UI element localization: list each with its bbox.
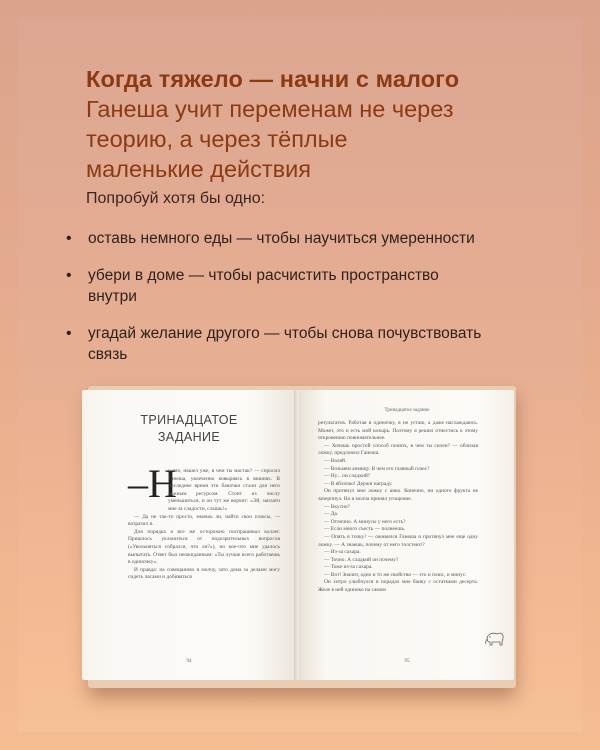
book-page-left bbox=[82, 390, 296, 680]
paragraph: результатов. Работая в одиночку, я не устаю, а даже наслаждаюсь. Может, это и есть мой козырь. Поэтому я решил отнестись к этому откровению повнимательнее. bbox=[318, 420, 478, 442]
chapter-title bbox=[82, 412, 296, 446]
paragraph: — Вкусно? bbox=[324, 503, 350, 510]
paragraph: И правда: на совещаниях я молчу, зато дома за делами могу сидеть часами и добиваться bbox=[128, 566, 280, 581]
elephant-icon bbox=[484, 630, 506, 646]
running-head: Тринадцатое задание bbox=[384, 408, 430, 413]
bullet-item bbox=[66, 323, 536, 365]
paragraph: — Возьмем анмицу. В чем его главный плюс? bbox=[324, 465, 430, 472]
bullet-item bbox=[66, 228, 536, 249]
paragraph: — Из-за сахара. bbox=[324, 549, 361, 556]
bullet-item bbox=[66, 265, 536, 307]
paragraph: Для порядка я все же осторожно поспрашивал коллег. Пришлось уклониться от подозрительных вопросов («Увольняться собрался, что ли?»), но кое-что мне удалось выпытать. Ответ был неожиданным: «Ты лучше всего работаешь в одиночку». bbox=[128, 528, 280, 566]
intro-text: Попробуй хотя бы одно: bbox=[86, 190, 266, 207]
bullet-text-line2: внутри bbox=[88, 288, 137, 305]
page-number-right: 95 bbox=[404, 659, 410, 664]
paragraph: — Опять в точку! — оживился Ганеша и протянул мне еще одну ложку. — А знаешь, почему от него толстеют? bbox=[318, 533, 478, 548]
bullet-text-line1: угадай желание другого — чтобы снова почувствовать bbox=[88, 325, 482, 342]
headline bbox=[86, 64, 546, 184]
headline-sub-line-3: маленькие действия bbox=[86, 156, 311, 182]
left-page-text bbox=[128, 468, 280, 582]
headline-sub-line-1: Ганеша учит переменам не через bbox=[86, 96, 454, 122]
paragraph: — Если много съесть — полнеешь. bbox=[324, 526, 406, 533]
right-page-text bbox=[318, 420, 478, 595]
chapter-title-line-1: ТРИНАДЦАТОЕ bbox=[140, 413, 238, 427]
paragraph: — Да не так-то просто, знаешь ли, найти свои плюсы, — возразил я. bbox=[128, 513, 280, 528]
bullet-text-line2: связь bbox=[88, 346, 128, 363]
paragraph: — Тоже из-за сахара. bbox=[324, 564, 373, 571]
headline-bold: Когда тяжело — начни с малого bbox=[86, 66, 460, 92]
paragraph: Он протянул мне ложку с анко. Конечно, ни одного фрукта не зачерпнул. Но я молча принял угощение. bbox=[318, 488, 478, 502]
paragraph: у что, нашел уже, в чем ты мастак? — спросил Ганеша, увлеченно ковыряясь в вишнях. В последнее время эти баночки стали для него важным ресурсом. Стоит их числу уменьшиться, и он тут же ворчит: «Эй, заплати мне за сладости, слышь!» bbox=[168, 468, 280, 512]
paragraph: — Валяй. bbox=[324, 457, 347, 464]
paragraph: — В яблочко! Держи награду. bbox=[324, 480, 393, 487]
paragraph: Он хитро улыбнулся и порадал мне банку с остатками десерта. Желе в ней одиноко на самом bbox=[318, 579, 478, 594]
book-page-right bbox=[300, 390, 514, 680]
bullet-text-line1: оставь немного еды — чтобы научиться умеренности bbox=[88, 230, 475, 247]
bullet-list bbox=[66, 228, 536, 365]
headline-sub-line-2: теорию, а через тёплые bbox=[86, 126, 348, 152]
drop-cap: –Н bbox=[128, 461, 177, 506]
page-number-left: 94 bbox=[186, 659, 192, 664]
paragraph: — Да. bbox=[324, 511, 339, 518]
paragraph: — Точно. А сладкий он почему? bbox=[324, 556, 399, 563]
paragraph: — Хочешь простой способ понять, в чем ты силен? — облизав ложку, предложил Ганеша. bbox=[318, 442, 478, 457]
open-book-image bbox=[78, 384, 524, 690]
chapter-title-line-2: ЗАДАНИЕ bbox=[157, 430, 221, 444]
paragraph: — Отлично. А минусы у него есть? bbox=[324, 518, 406, 525]
paragraph: — Ну... он сладкий? bbox=[324, 473, 371, 480]
bullet-text-line1: убери в доме — чтобы расчистить пространство bbox=[88, 267, 439, 284]
paragraph: — Вот! Значит, одно и то же свойство — это и плюс, и минус. bbox=[324, 571, 467, 578]
